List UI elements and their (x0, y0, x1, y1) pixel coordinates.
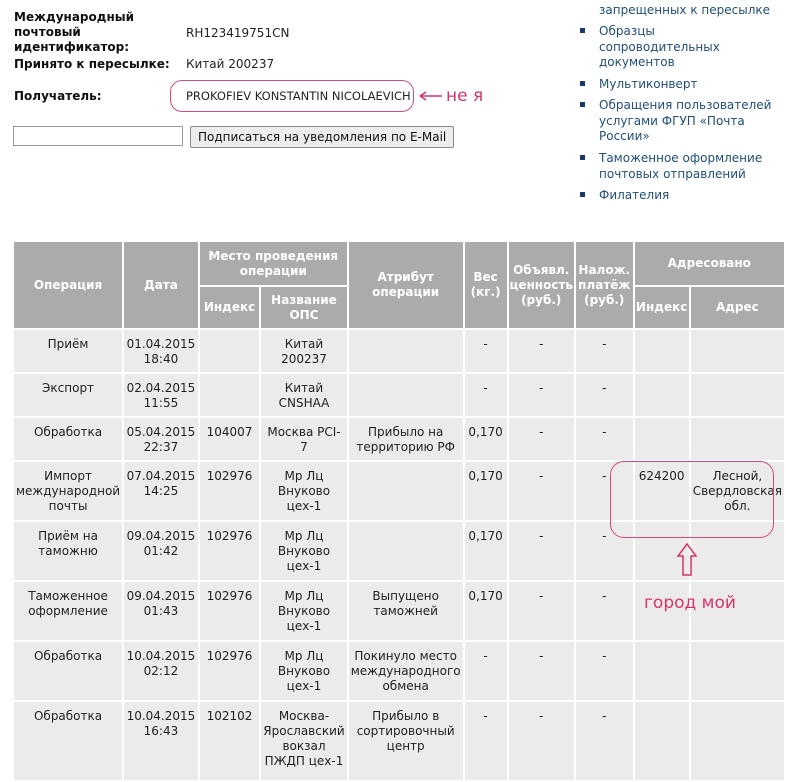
cell-addr-index (634, 641, 690, 701)
table-row (13, 641, 785, 701)
recipient-label: Получатель: (14, 89, 102, 103)
cell-declared-value: - (508, 521, 575, 581)
cell-attribute: Прибыло в сортировочный центр (348, 701, 464, 781)
cell-index: 102976 (199, 641, 260, 701)
cell-date: 01.04.2015 18:40 (123, 329, 199, 373)
cell-declared-value: - (508, 417, 575, 461)
arrow-left-icon (418, 90, 444, 102)
header-ops-name: Название ОПС (260, 286, 347, 329)
arrow-up-icon (676, 542, 698, 578)
cell-ops-name: Китай CNSHAA (260, 373, 347, 417)
cell-date: 09.04.2015 01:42 (123, 521, 199, 581)
cell-addr-index (634, 417, 690, 461)
header-place: Место проведения операции (199, 241, 348, 286)
table-row (13, 329, 785, 373)
cell-attribute (348, 521, 464, 581)
cell-weight: - (464, 641, 508, 701)
cell-attribute (348, 329, 464, 373)
header-date: Дата (123, 241, 199, 329)
cell-operation: Обработка (13, 701, 123, 781)
header-operation: Операция (13, 241, 123, 329)
cell-weight: 0,170 (464, 521, 508, 581)
annotation-my-city: город мой (644, 593, 736, 613)
cell-operation: Импорт международной почты (13, 461, 123, 521)
cell-ops-name: Москва- Ярославский вокзал ПЖДП цех-1 (260, 701, 347, 781)
cell-index: 102976 (199, 461, 260, 521)
cell-addr-address: Лесной, Свердловская обл. (690, 461, 785, 521)
cell-cod: - (575, 641, 634, 701)
cell-addr-index (634, 701, 690, 781)
cell-operation: Таможенное оформление (13, 581, 123, 641)
cell-weight: - (464, 373, 508, 417)
accepted-label: Принято к пересылке: (14, 57, 170, 71)
email-input[interactable] (13, 126, 183, 146)
cell-cod: - (575, 521, 634, 581)
cell-weight: 0,170 (464, 581, 508, 641)
cell-cod: - (575, 461, 634, 521)
table-row (13, 701, 785, 781)
cell-operation: Экспорт (13, 373, 123, 417)
cell-declared-value: - (508, 461, 575, 521)
cell-cod: - (575, 701, 634, 781)
bullet-icon (580, 81, 585, 86)
cell-cod: - (575, 373, 634, 417)
cell-ops-name: Москва PCI- 7 (260, 417, 347, 461)
cell-attribute (348, 461, 464, 521)
sidebar-item-label[interactable]: Образцы сопроводительных документов (599, 24, 720, 69)
table-row (13, 417, 785, 461)
annotation-not-me: не я (446, 86, 484, 106)
cell-operation: Приём (13, 329, 123, 373)
cell-addr-address (690, 417, 785, 461)
cell-attribute (348, 373, 464, 417)
cell-declared-value: - (508, 329, 575, 373)
cell-addr-index (634, 329, 690, 373)
cell-weight: 0,170 (464, 417, 508, 461)
cell-attribute: Покинуло место международного обмена (348, 641, 464, 701)
recipient-highlight-ellipse (170, 80, 414, 112)
cell-date: 07.04.2015 14:25 (123, 461, 199, 521)
cell-date: 09.04.2015 01:43 (123, 581, 199, 641)
cell-date: 02.04.2015 11:55 (123, 373, 199, 417)
cell-addr-index: 624200 (634, 461, 690, 521)
subscribe-email-button[interactable]: Подписаться на уведомления по E-Mail (190, 126, 454, 148)
tracking-id-label: Международный почтовый идентификатор: (14, 10, 134, 54)
header-attribute: Атрибут операции (348, 241, 464, 329)
sidebar-item-label[interactable]: Филателия (599, 188, 670, 202)
cell-date: 10.04.2015 02:12 (123, 641, 199, 701)
cell-ops-name: Мр Лц Внуково цех-1 (260, 581, 347, 641)
cell-weight: 0,170 (464, 461, 508, 521)
cell-cod: - (575, 329, 634, 373)
cell-date: 10.04.2015 16:43 (123, 701, 199, 781)
cell-attribute: Выпущено таможней (348, 581, 464, 641)
cell-declared-value: - (508, 581, 575, 641)
header-declared-value: Объявл. ценность (руб.) (508, 241, 575, 329)
cell-index: 102976 (199, 521, 260, 581)
cell-operation: Обработка (13, 641, 123, 701)
cell-cod: - (575, 417, 634, 461)
recipient-value: PROKOFIEV KONSTANTIN NICOLAEVICH (186, 89, 411, 103)
tracking-id-value: RH123419751CN (186, 26, 290, 40)
cell-ops-name: Китай 200237 (260, 329, 347, 373)
cell-ops-name: Мр Лц Внуково цех-1 (260, 521, 347, 581)
cell-declared-value: - (508, 373, 575, 417)
cell-cod: - (575, 581, 634, 641)
sidebar-item-label[interactable]: запрещенных к пересылке (599, 3, 771, 17)
cell-declared-value: - (508, 701, 575, 781)
cell-index: 104007 (199, 417, 260, 461)
header-index: Индекс (199, 286, 260, 329)
cell-attribute: Прибыло на территорию РФ (348, 417, 464, 461)
header-addr-address: Адрес (690, 286, 785, 329)
cell-date: 05.04.2015 22:37 (123, 417, 199, 461)
cell-index: 102976 (199, 581, 260, 641)
sidebar-item-label[interactable]: Таможенное оформление почтовых отправлений (599, 151, 763, 181)
accepted-value: Китай 200237 (186, 57, 275, 71)
bullet-icon (580, 155, 585, 160)
header-weight: Вес (кг.) (464, 241, 508, 329)
bullet-icon (580, 102, 585, 107)
sidebar-item-label[interactable]: Обращения пользователей услугами ФГУП «Почта России» (599, 98, 772, 143)
header-cod: Налож. платёж (руб.) (575, 241, 634, 329)
bullet-icon (580, 28, 585, 33)
header-addr-index: Индекс (634, 286, 690, 329)
table-row (13, 373, 785, 417)
header-addressed: Адресовано (634, 241, 785, 286)
cell-ops-name: Мр Лц Внуково цех-1 (260, 461, 347, 521)
cell-weight: - (464, 701, 508, 781)
city-highlight-ellipse (610, 461, 774, 538)
cell-operation: Обработка (13, 417, 123, 461)
cell-index (199, 373, 260, 417)
cell-declared-value: - (508, 641, 575, 701)
cell-weight: - (464, 329, 508, 373)
cell-ops-name: Мр Лц Внуково цех-1 (260, 641, 347, 701)
cell-addr-address (690, 701, 785, 781)
cell-addr-address (690, 641, 785, 701)
cell-addr-address (690, 373, 785, 417)
cell-index: 102102 (199, 701, 260, 781)
cell-addr-address (690, 329, 785, 373)
cell-addr-index (634, 373, 690, 417)
sidebar-item-label[interactable]: Мультиконверт (599, 77, 698, 91)
bullet-icon (580, 192, 585, 197)
cell-index (199, 329, 260, 373)
cell-operation: Приём на таможню (13, 521, 123, 581)
